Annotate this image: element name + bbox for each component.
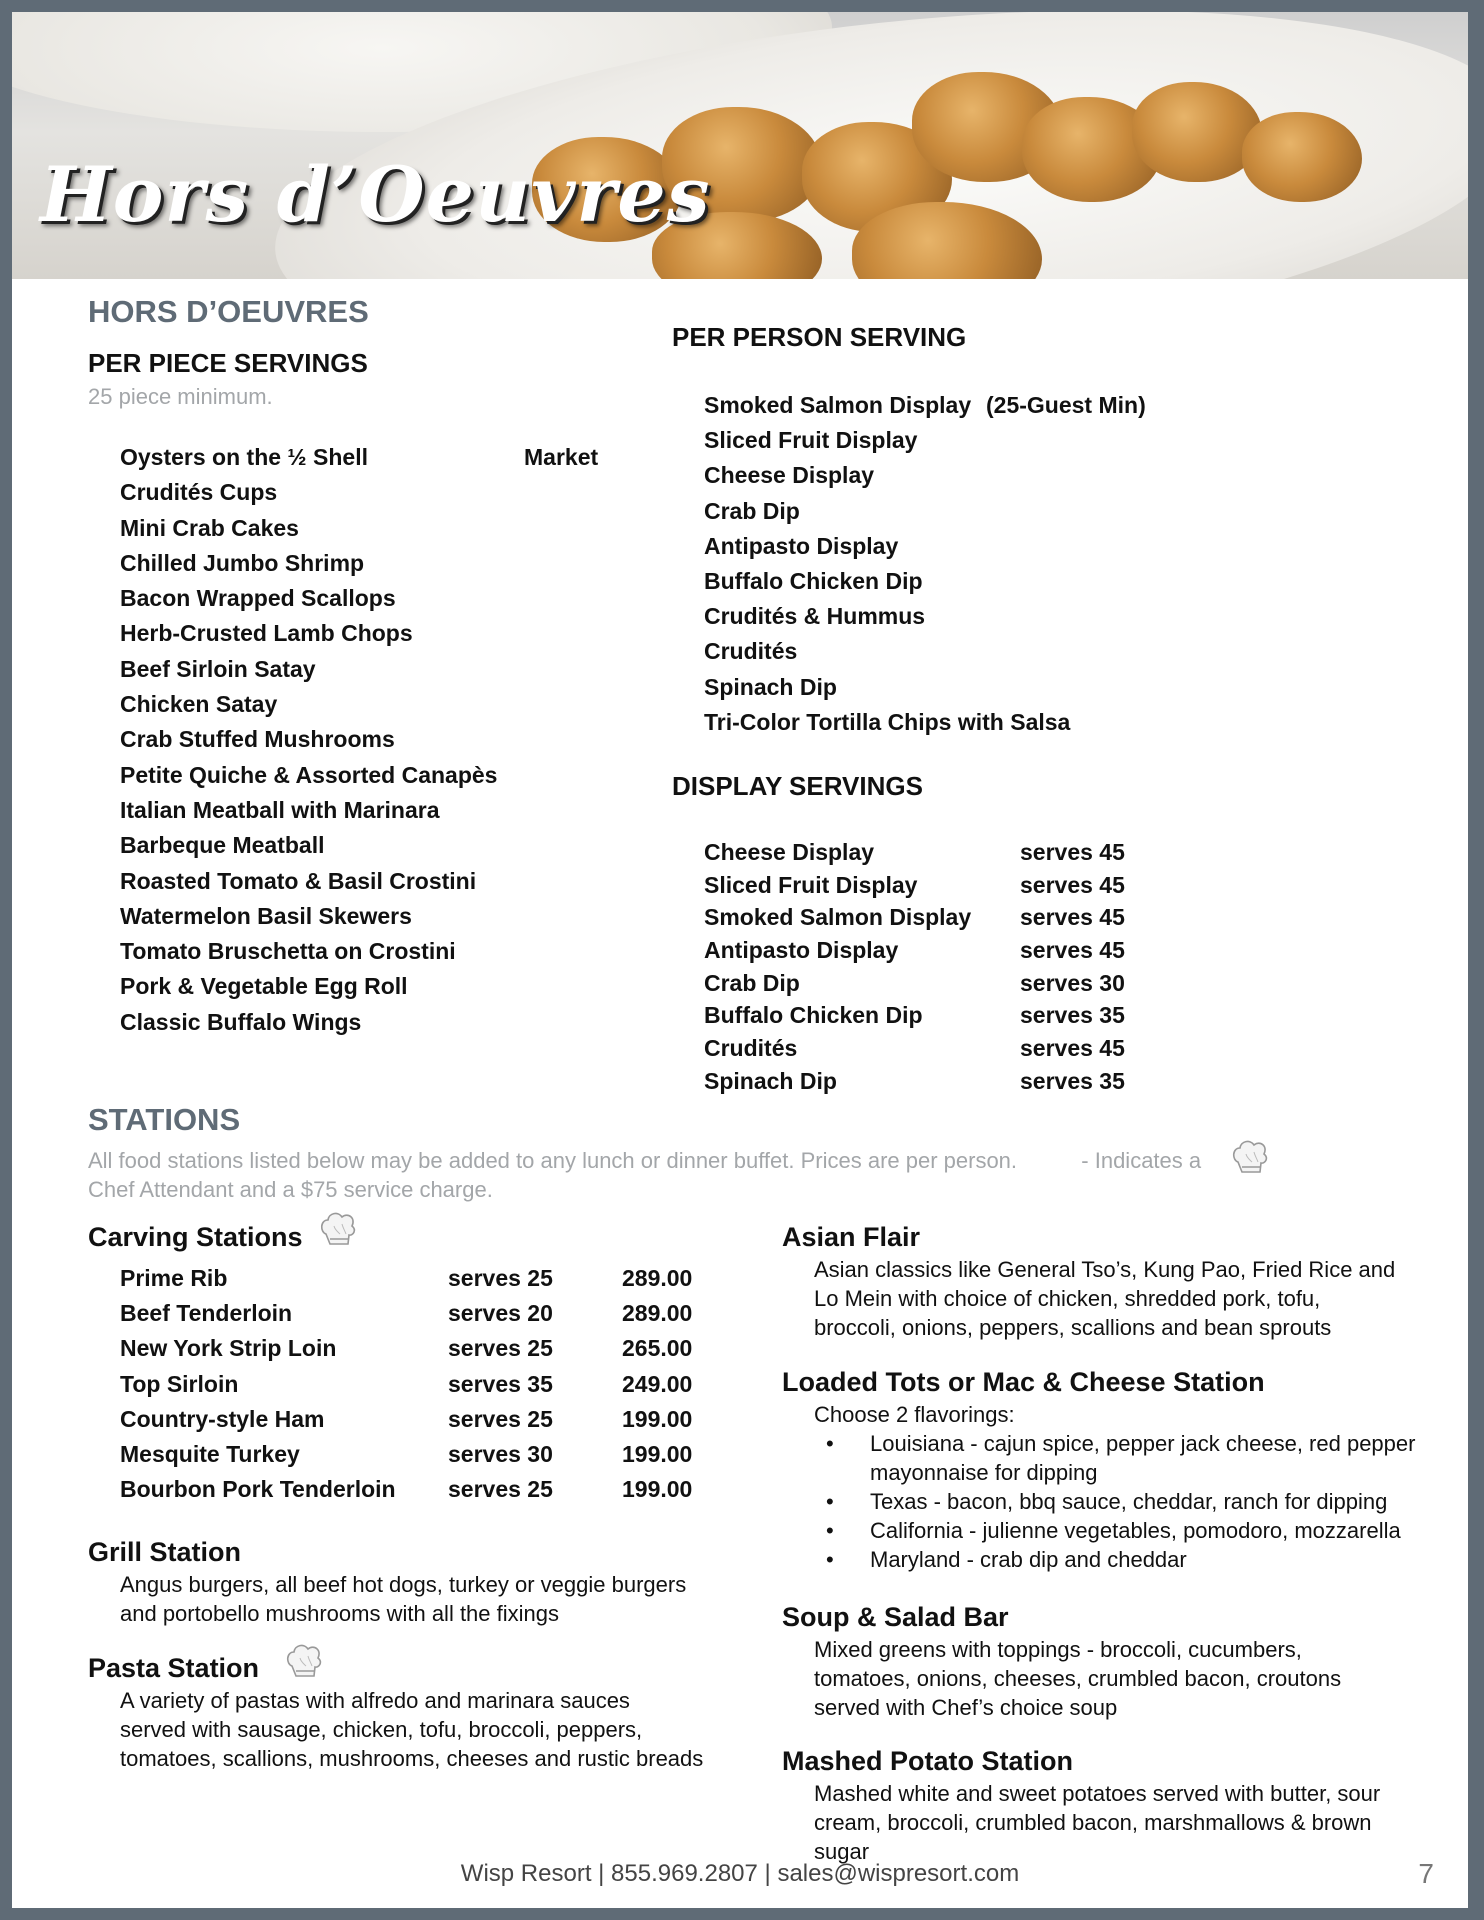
item-name: Crudités Cups bbox=[120, 479, 278, 506]
pasta-line: tomatoes, scallions, mushrooms, cheeses and rustic breads bbox=[120, 1746, 704, 1771]
item-name: Oysters on the ½ Shell bbox=[120, 444, 368, 470]
per-person-title: PER PERSON SERVING bbox=[672, 322, 967, 352]
item-name: Smoked Salmon Display bbox=[704, 904, 972, 931]
item-name: Beef Sirloin Satay bbox=[120, 655, 316, 682]
soup-title: Soup & Salad Bar bbox=[782, 1602, 1009, 1632]
header-banner bbox=[12, 12, 1468, 279]
asian-description bbox=[814, 1255, 1395, 1342]
item-price: 249.00 bbox=[622, 1370, 693, 1397]
list-item bbox=[120, 687, 640, 722]
item-name: Prime Rib bbox=[120, 1265, 228, 1291]
item-name: Crab Dip bbox=[704, 969, 800, 996]
item-name: Sliced Fruit Display bbox=[704, 427, 918, 454]
tots-flavor-list bbox=[826, 1429, 1466, 1574]
list-item bbox=[704, 564, 1304, 599]
list-item bbox=[120, 652, 640, 687]
list-item bbox=[120, 969, 640, 1004]
mashed-line: cream, broccoli, crumbled bacon, marshmallows & brown bbox=[814, 1810, 1372, 1835]
tots-intro: Choose 2 flavorings: bbox=[814, 1402, 1015, 1427]
item-name: Spinach Dip bbox=[704, 673, 837, 700]
per-piece-title: PER PIECE SERVINGS bbox=[88, 348, 368, 378]
item-name: Crudités bbox=[704, 1035, 798, 1062]
item-name: Tri-Color Tortilla Chips with Salsa bbox=[704, 708, 1071, 735]
pasta-title: Pasta Station bbox=[88, 1653, 260, 1683]
list-item bbox=[120, 722, 640, 757]
list-item bbox=[120, 440, 640, 475]
item-name: Pork & Vegetable Egg Roll bbox=[120, 973, 408, 1000]
item-name: New York Strip Loin bbox=[120, 1335, 337, 1362]
item-name: Roasted Tomato & Basil Crostini bbox=[120, 867, 477, 894]
item-serves: serves 45 bbox=[1020, 839, 1125, 865]
soup-line: tomatoes, onions, cheeses, crumbled bacon, croutons bbox=[814, 1666, 1342, 1691]
display-list bbox=[704, 836, 1204, 1098]
list-item bbox=[704, 529, 1304, 564]
item-name: Crudités & Hummus bbox=[704, 603, 926, 630]
list-item bbox=[704, 599, 1304, 634]
list-item bbox=[704, 458, 1304, 493]
soup-line: served with Chef’s choice soup bbox=[814, 1695, 1118, 1720]
grill-title: Grill Station bbox=[88, 1537, 242, 1567]
item-serves: serves 45 bbox=[1020, 937, 1125, 964]
item-name: Bourbon Pork Tenderloin bbox=[120, 1476, 396, 1503]
list-item bbox=[120, 758, 640, 793]
item-name: Tomato Bruschetta on Crostini bbox=[120, 938, 456, 965]
item-serves: serves 25 bbox=[448, 1265, 553, 1291]
item-name: Mesquite Turkey bbox=[120, 1440, 300, 1467]
food-image bbox=[1242, 112, 1362, 202]
item-name: Beef Tenderloin bbox=[120, 1300, 293, 1327]
list-item bbox=[120, 899, 640, 934]
list-item bbox=[826, 1516, 1466, 1545]
table-row bbox=[120, 1472, 740, 1507]
item-price: 289.00 bbox=[622, 1265, 693, 1291]
item-name: Sliced Fruit Display bbox=[704, 871, 918, 898]
list-item bbox=[704, 494, 1304, 529]
item-name: Bacon Wrapped Scallops bbox=[120, 585, 396, 612]
list-item bbox=[120, 546, 640, 581]
tots-title: Loaded Tots or Mac & Cheese Station bbox=[782, 1367, 1265, 1397]
list-item bbox=[704, 705, 1304, 740]
list-item bbox=[120, 934, 640, 969]
table-row bbox=[120, 1331, 740, 1366]
list-item bbox=[704, 836, 1204, 869]
pasta-line: A variety of pastas with alfredo and marinara sauces bbox=[120, 1688, 630, 1713]
list-item bbox=[826, 1545, 1466, 1574]
item-name: Barbeque Meatball bbox=[120, 832, 325, 859]
carving-list bbox=[120, 1261, 740, 1507]
asian-line: Lo Mein with choice of chicken, shredded pork, tofu, bbox=[814, 1286, 1321, 1311]
bullet-text: Louisiana - cajun spice, pepper jack cheese, red pepper bbox=[870, 1431, 1416, 1456]
bullet-text: Texas - bacon, bbq sauce, cheddar, ranch for dipping bbox=[870, 1489, 1388, 1514]
list-item bbox=[120, 1005, 640, 1040]
pasta-description bbox=[120, 1686, 703, 1773]
item-name: Crudités bbox=[704, 638, 798, 665]
item-serves: serves 25 bbox=[448, 1476, 553, 1503]
item-price: 199.00 bbox=[622, 1476, 693, 1503]
bullet-text: California - julienne vegetables, pomodoro, mozzarella bbox=[870, 1518, 1401, 1543]
item-serves: serves 25 bbox=[448, 1335, 553, 1362]
item-name: Chicken Satay bbox=[120, 691, 278, 718]
item-name: Buffalo Chicken Dip bbox=[704, 567, 923, 594]
soup-description bbox=[814, 1635, 1341, 1722]
list-item bbox=[120, 616, 640, 651]
bullet-text: mayonnaise for dipping bbox=[870, 1460, 1098, 1485]
item-name: Italian Meatball with Marinara bbox=[120, 796, 440, 823]
list-item bbox=[826, 1429, 1466, 1487]
chef-hat-icon bbox=[318, 1208, 358, 1250]
stations-note-text: All food stations listed below may be added to any lunch or dinner buffet. Prices are per person. bbox=[88, 1148, 1018, 1173]
item-price: 199.00 bbox=[622, 1440, 693, 1467]
list-item bbox=[120, 581, 640, 616]
footer-contact: Wisp Resort | 855.969.2807 | sales@wispresort.com bbox=[460, 1860, 1020, 1887]
carving-title: Carving Stations bbox=[88, 1222, 303, 1252]
asian-line: broccoli, onions, peppers, scallions and bean sprouts bbox=[814, 1315, 1332, 1340]
item-serves: serves 30 bbox=[448, 1440, 553, 1467]
item-name: Mini Crab Cakes bbox=[120, 514, 299, 541]
item-name: Watermelon Basil Skewers bbox=[120, 902, 412, 929]
item-serves: serves 45 bbox=[1020, 904, 1125, 931]
item-name: Cheese Display bbox=[704, 462, 875, 489]
table-row bbox=[120, 1402, 740, 1437]
item-name: Crab Stuffed Mushrooms bbox=[120, 726, 395, 753]
item-name: Country-style Ham bbox=[120, 1405, 325, 1432]
table-row bbox=[120, 1437, 740, 1472]
table-row bbox=[120, 1367, 740, 1402]
item-name: Antipasto Display bbox=[704, 937, 899, 964]
list-item bbox=[704, 967, 1204, 1000]
item-serves: serves 20 bbox=[448, 1300, 553, 1327]
item-name: Herb-Crusted Lamb Chops bbox=[120, 620, 413, 647]
table-row bbox=[120, 1296, 740, 1331]
item-serves: serves 35 bbox=[1020, 1002, 1125, 1029]
item-serves: serves 30 bbox=[1020, 969, 1125, 996]
item-name: Spinach Dip bbox=[704, 1067, 837, 1094]
chef-hat-icon bbox=[1230, 1136, 1270, 1178]
item-serves: serves 35 bbox=[448, 1370, 553, 1397]
page-number: 7 bbox=[1418, 1858, 1434, 1889]
item-name: Cheese Display bbox=[704, 839, 875, 865]
list-item bbox=[704, 999, 1204, 1032]
item-serves: serves 45 bbox=[1020, 871, 1125, 898]
list-item bbox=[704, 634, 1304, 669]
grill-description bbox=[120, 1570, 686, 1628]
pasta-line: served with sausage, chicken, tofu, broccoli, peppers, bbox=[120, 1717, 643, 1742]
mashed-line: sugar bbox=[814, 1839, 870, 1864]
asian-title: Asian Flair bbox=[782, 1222, 921, 1252]
item-name: Smoked Salmon Display bbox=[704, 392, 972, 418]
item-name: Top Sirloin bbox=[120, 1370, 239, 1397]
banner-title: Hors d’Oeuvres bbox=[40, 150, 711, 239]
per-piece-list bbox=[120, 440, 640, 1040]
list-item bbox=[704, 901, 1204, 934]
item-name: Buffalo Chicken Dip bbox=[704, 1002, 923, 1029]
item-serves: serves 35 bbox=[1020, 1067, 1125, 1094]
item-name: Antipasto Display bbox=[704, 532, 899, 559]
per-person-list bbox=[704, 388, 1304, 740]
grill-line: Angus burgers, all beef hot dogs, turkey or veggie burgers bbox=[120, 1572, 687, 1597]
item-price: 265.00 bbox=[622, 1335, 693, 1362]
mashed-description bbox=[814, 1779, 1380, 1866]
display-title: DISPLAY SERVINGS bbox=[672, 771, 923, 801]
bullet-text: Maryland - crab dip and cheddar bbox=[870, 1547, 1187, 1572]
stations-heading: STATIONS bbox=[88, 1102, 241, 1137]
list-item bbox=[120, 511, 640, 546]
list-item bbox=[704, 388, 1304, 423]
list-item bbox=[120, 475, 640, 510]
list-item bbox=[704, 1032, 1204, 1065]
mashed-title: Mashed Potato Station bbox=[782, 1746, 1074, 1776]
item-price: 289.00 bbox=[622, 1300, 693, 1327]
item-name: Chilled Jumbo Shrimp bbox=[120, 549, 365, 576]
table-row bbox=[120, 1261, 740, 1296]
list-item bbox=[120, 864, 640, 899]
item-price: Market bbox=[524, 444, 599, 470]
grill-line: and portobello mushrooms with all the fixings bbox=[120, 1601, 560, 1626]
list-item bbox=[120, 828, 640, 863]
list-item bbox=[704, 934, 1204, 967]
list-item bbox=[826, 1487, 1466, 1516]
item-name: Crab Dip bbox=[704, 497, 800, 524]
menu-page bbox=[12, 12, 1468, 1908]
item-note: (25-Guest Min) bbox=[986, 392, 1146, 418]
list-item bbox=[704, 1065, 1204, 1098]
item-price: 199.00 bbox=[622, 1405, 693, 1432]
list-item bbox=[704, 869, 1204, 902]
list-item bbox=[704, 670, 1304, 705]
item-name: Classic Buffalo Wings bbox=[120, 1008, 362, 1035]
soup-line: Mixed greens with toppings - broccoli, cucumbers, bbox=[814, 1637, 1302, 1662]
chef-hat-icon bbox=[284, 1640, 324, 1682]
stations-note-text: Chef Attendant and a $75 service charge. bbox=[88, 1177, 493, 1202]
mashed-line: Mashed white and sweet potatoes served with butter, sour bbox=[814, 1781, 1381, 1806]
item-name: Petite Quiche & Assorted Canapès bbox=[120, 761, 498, 788]
per-piece-note: 25 piece minimum. bbox=[88, 384, 273, 409]
stations-note-text: - Indicates a bbox=[1081, 1148, 1202, 1173]
section-heading: HORS D’OEUVRES bbox=[88, 294, 369, 329]
asian-line: Asian classics like General Tso’s, Kung Pao, Fried Rice and bbox=[814, 1257, 1396, 1282]
item-serves: serves 25 bbox=[448, 1405, 553, 1432]
list-item bbox=[704, 423, 1304, 458]
item-serves: serves 45 bbox=[1020, 1035, 1125, 1062]
list-item bbox=[120, 793, 640, 828]
